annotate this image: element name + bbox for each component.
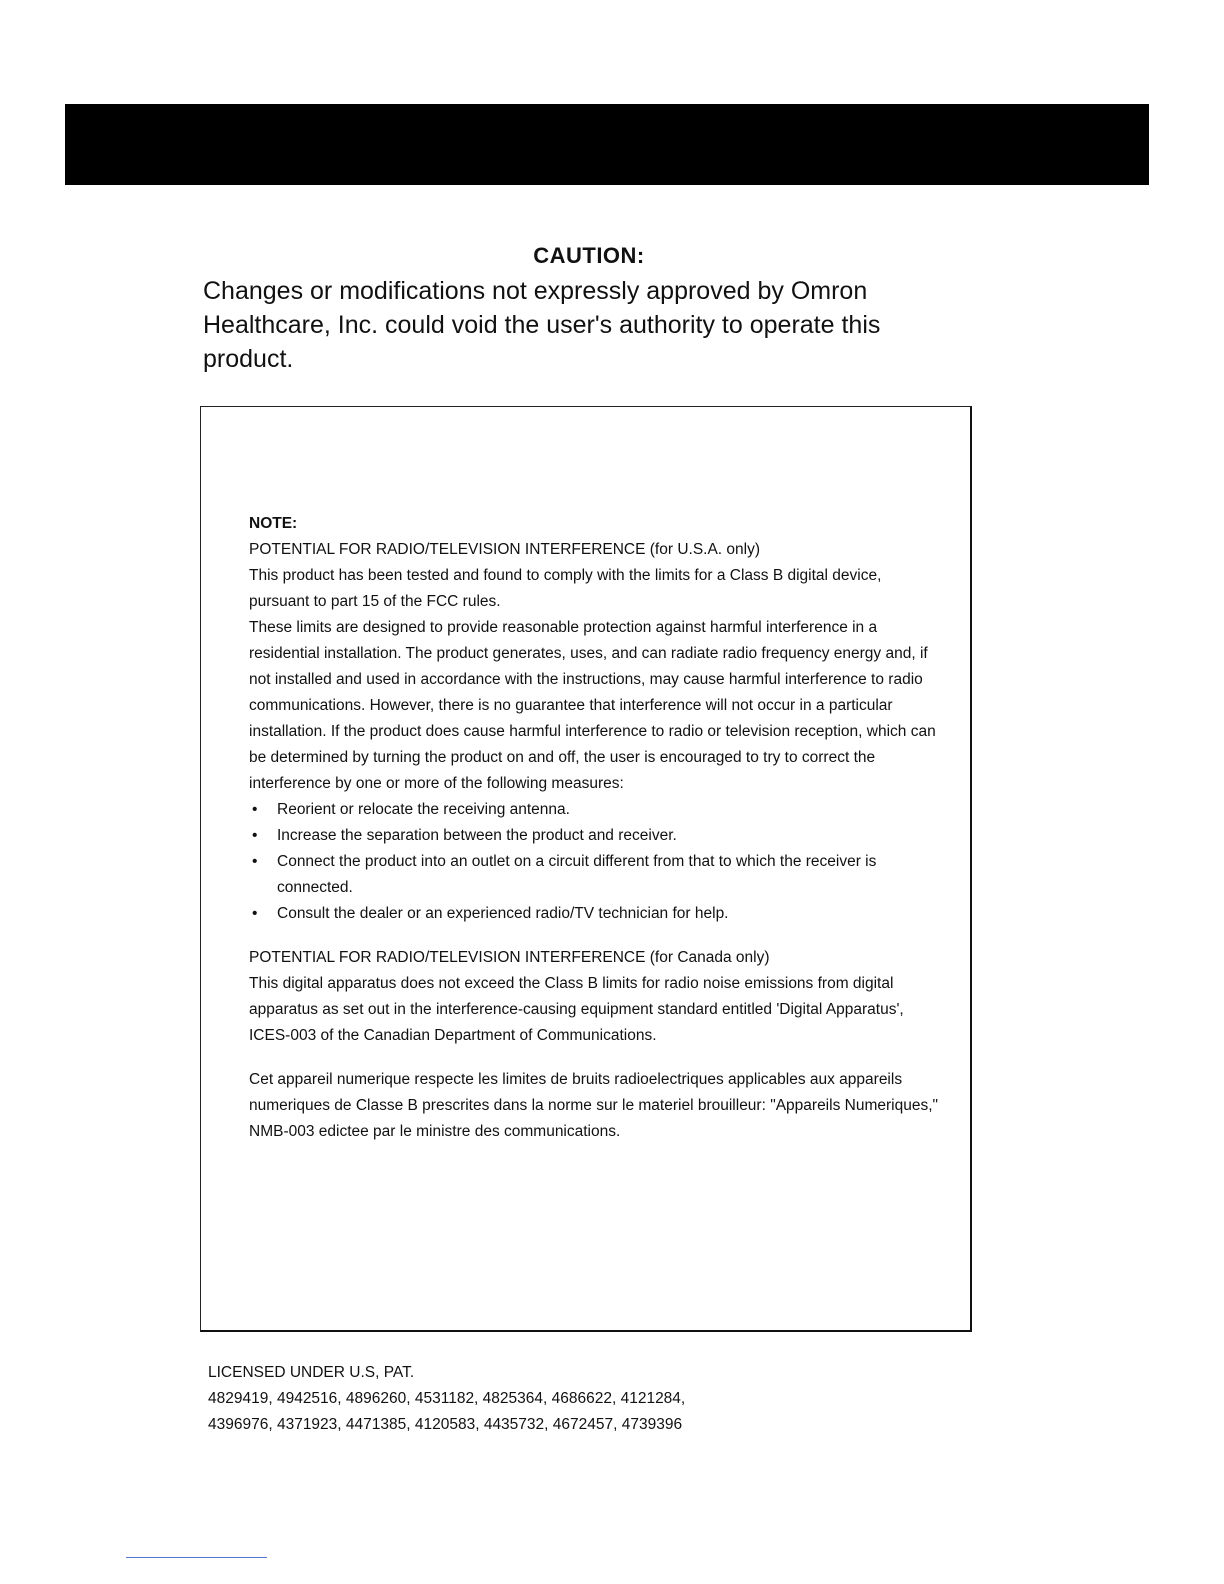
french-paragraph: Cet appareil numerique respecte les limites de bruits radioelectriques applicables aux appareils numeriques de Classe B prescrites dans la norme sur le materiel brouilleur: "Appareils Numeriques," NMB-003 edictee par le ministre des communications. xyxy=(249,1071,939,1140)
license-heading: LICENSED UNDER U.S, PAT. xyxy=(208,1364,415,1381)
list-item-text: Connect the product into an outlet on a circuit different from that to which the receiver is connected. xyxy=(277,853,877,896)
usa-heading: POTENTIAL FOR RADIO/TELEVISION INTERFERENCE (for U.S.A. only) xyxy=(249,541,761,558)
list-item-text: Reorient or relocate the receiving antenna. xyxy=(277,801,570,818)
measures-list xyxy=(249,797,939,927)
usa-paragraph-1: This product has been tested and found to comply with the limits for a Class B digital device, pursuant to part 15 of the FCC rules. xyxy=(249,567,882,610)
list-item xyxy=(249,849,939,901)
note-content xyxy=(249,511,939,1145)
patent-line-1: 4829419, 4942516, 4896260, 4531182, 4825364, 4686622, 4121284, xyxy=(208,1390,686,1407)
patent-line-2: 4396976, 4371923, 4471385, 4120583, 4435732, 4672457, 4739396 xyxy=(208,1416,683,1433)
license-block xyxy=(208,1360,908,1438)
canada-heading: POTENTIAL FOR RADIO/TELEVISION INTERFERENCE (for Canada only) xyxy=(249,949,770,966)
fcc-notice-box xyxy=(200,406,972,1332)
caution-title: CAUTION: xyxy=(533,243,645,268)
section-spacer xyxy=(249,1049,939,1067)
note-label: NOTE: xyxy=(249,515,298,532)
list-item-text: Consult the dealer or an experienced radio/TV technician for help. xyxy=(277,905,729,922)
canada-paragraph: This digital apparatus does not exceed the Class B limits for radio noise emissions from digital apparatus as set out in the interference-causing equipment standard entitled 'Digital Apparatus', ICES-003 of the Canadian Department of Communications. xyxy=(249,975,904,1044)
bullet-icon: • xyxy=(252,801,258,818)
list-item xyxy=(249,823,939,849)
section-spacer xyxy=(249,927,939,945)
footer-divider xyxy=(126,1557,267,1558)
bullet-icon: • xyxy=(252,905,258,922)
usa-paragraph-2: These limits are designed to provide reasonable protection against harmful interference in a residential installation. The product generates, uses, and can radiate radio frequency energy and, if not installed and used in accordance with the instructions, may cause harmful interference to radio communications. However, there is no guarantee that interference will not occur in a particular installation. If the product does cause harmful interference to radio or television reception, which can be determined by turning the product on and off, the user is encouraged to try to correct the interference by one or more of the following measures: xyxy=(249,619,936,792)
list-item xyxy=(249,797,939,823)
list-item xyxy=(249,901,939,927)
list-item-text: Increase the separation between the product and receiver. xyxy=(277,827,677,844)
header-bar xyxy=(65,104,1149,185)
caution-text: Changes or modifications not expressly approved by Omron Healthcare, Inc. could void the user's authority to operate this product. xyxy=(203,277,881,373)
bullet-icon: • xyxy=(252,853,258,870)
bullet-icon: • xyxy=(252,827,258,844)
